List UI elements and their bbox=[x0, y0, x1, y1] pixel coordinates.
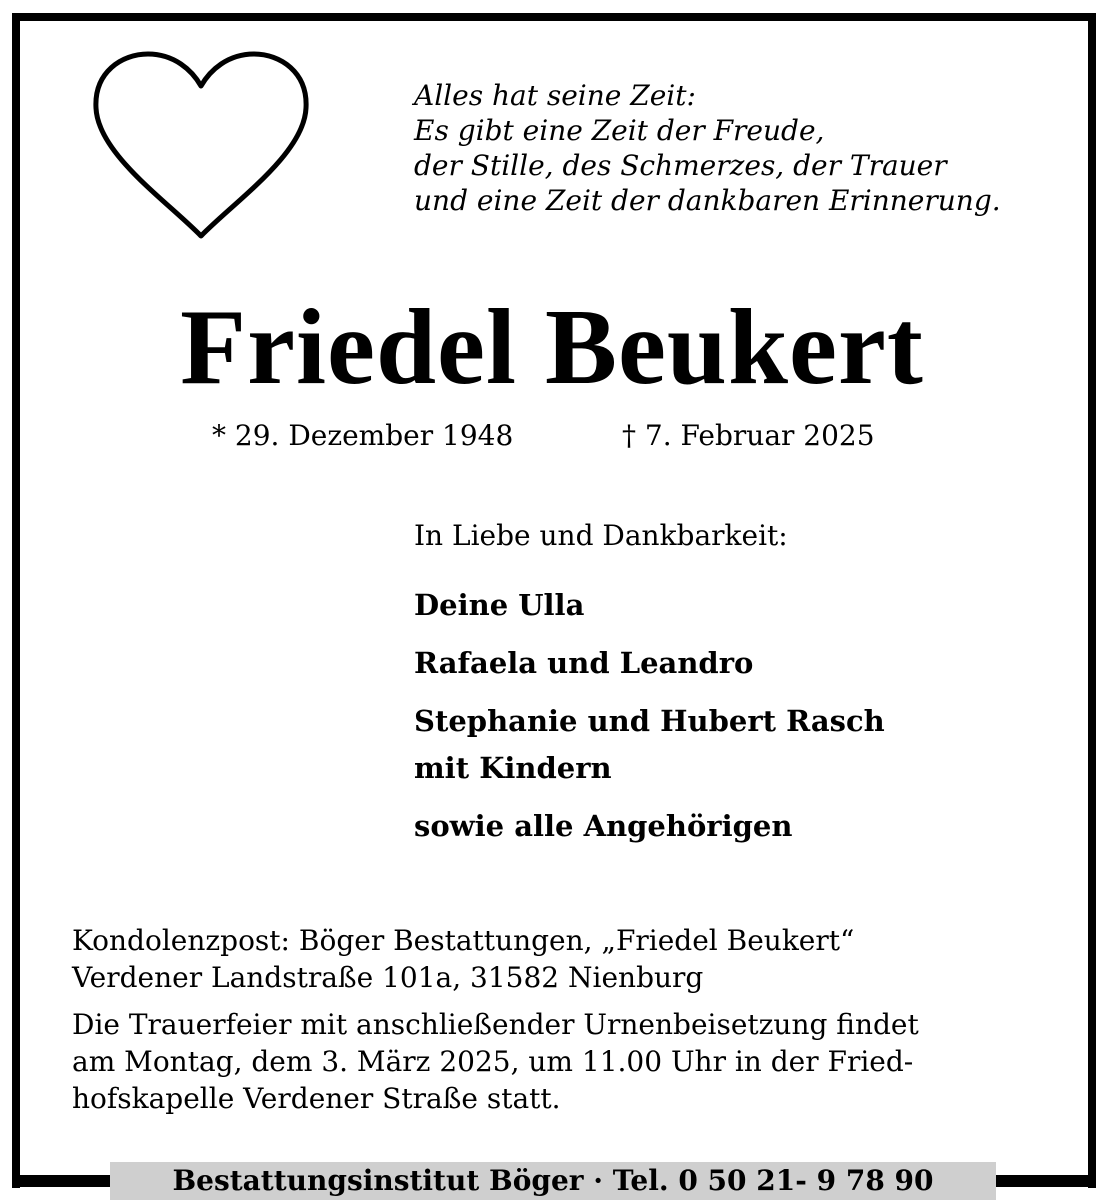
quote-line: Es gibt eine Zeit der Freude, bbox=[414, 114, 825, 147]
condolence-line: Verdener Landstraße 101a, 31582 Nienburg bbox=[72, 961, 704, 994]
bottom-rule-right bbox=[996, 1175, 1088, 1187]
memorial-quote bbox=[414, 78, 1001, 218]
ceremony-line: Die Trauerfeier mit anschließender Urnenbeisetzung findet bbox=[72, 1008, 919, 1041]
quote-line: Alles hat seine Zeit: bbox=[414, 79, 696, 112]
death-date: † 7. Februar 2025 bbox=[622, 419, 875, 452]
ceremony-line: am Montag, dem 3. März 2025, um 11.00 Uhr in der Fried- bbox=[72, 1045, 914, 1078]
quote-line: der Stille, des Schmerzes, der Trauer bbox=[414, 149, 947, 182]
bottom-rule-left bbox=[12, 1175, 110, 1187]
funeral-home-footer: Bestattungsinstitut Böger · Tel. 0 50 21- 9 78 90 bbox=[110, 1162, 996, 1200]
condolence-line: Kondolenzpost: Böger Bestattungen, „Friedel Beukert“ bbox=[72, 924, 855, 957]
ceremony-line: hofskapelle Verdener Straße statt. bbox=[72, 1082, 561, 1115]
birth-date: * 29. Dezember 1948 bbox=[212, 419, 514, 452]
mourner-name: sowie alle Angehörigen bbox=[414, 809, 793, 843]
quote-line: und eine Zeit der dankbaren Erinnerung. bbox=[414, 184, 1001, 217]
heart-icon bbox=[88, 50, 314, 246]
mourner-name: Rafaela und Leandro bbox=[414, 646, 754, 680]
mourner-name: Deine Ulla bbox=[414, 588, 585, 622]
mourner-name: mit Kindern bbox=[414, 751, 612, 785]
funeral-info bbox=[72, 922, 1044, 1117]
deceased-name: Friedel Beukert bbox=[180, 288, 924, 407]
mourners-intro: In Liebe und Dankbarkeit: bbox=[414, 519, 788, 552]
mourner-name: Stephanie und Hubert Rasch bbox=[414, 704, 885, 738]
